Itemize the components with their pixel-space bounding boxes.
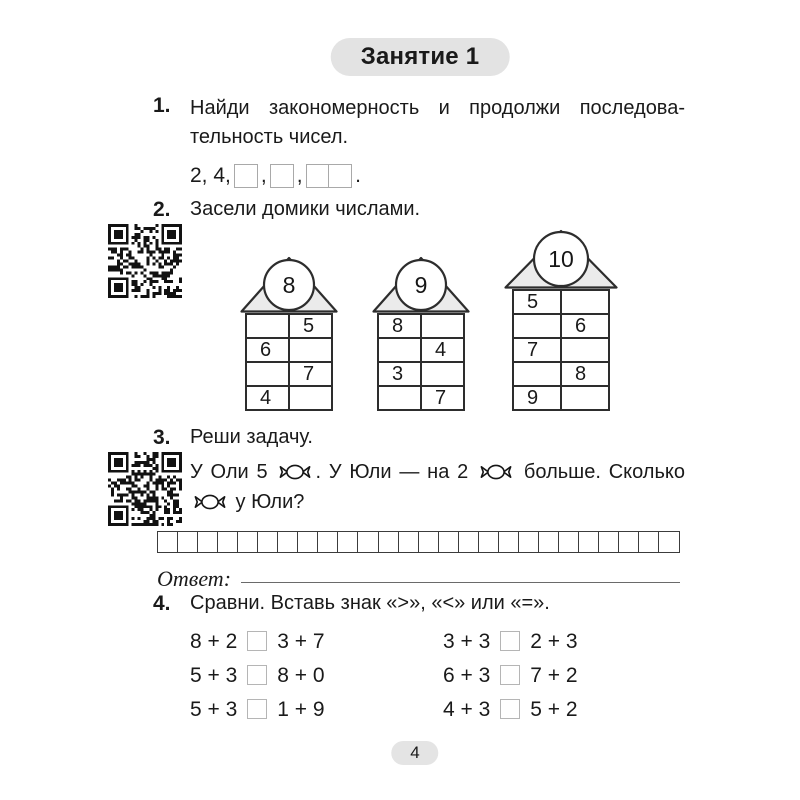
working-grid-cell[interactable]: [438, 531, 460, 553]
expression-left: 6 + 3: [443, 664, 491, 687]
expression-right: 5 + 2: [530, 698, 578, 721]
working-grid-cell[interactable]: [257, 531, 279, 553]
house-cell[interactable]: [289, 338, 332, 362]
house-cell[interactable]: [561, 338, 609, 362]
expression-right: 7 + 2: [530, 664, 578, 687]
qr-code-task3: [108, 452, 182, 526]
task-2-number: 2.: [153, 198, 171, 221]
expression-right: 3 + 7: [277, 630, 325, 653]
house-cell: 6: [246, 338, 289, 362]
problem-text-segment: больше. Сколько: [516, 461, 685, 483]
house-cell: 6: [561, 314, 609, 338]
comparison-column-2: [443, 625, 578, 727]
sequence-answer-box-3-digit-1[interactable]: [306, 164, 330, 188]
working-grid-cell[interactable]: [418, 531, 440, 553]
house-10: [504, 229, 618, 411]
working-grid-cell[interactable]: [277, 531, 299, 553]
working-grid-cell[interactable]: [217, 531, 239, 553]
working-grid-cell[interactable]: [518, 531, 540, 553]
sequence-answer-box-3[interactable]: [306, 164, 353, 188]
comparison-row: [443, 659, 578, 693]
task-1-text-line2: тельность чисел.: [190, 126, 349, 148]
comparison-sign-box[interactable]: [500, 699, 520, 719]
expression-left: 3 + 3: [443, 630, 491, 653]
working-grid-cell[interactable]: [578, 531, 600, 553]
house-roof: [372, 256, 470, 313]
problem-text-segment: . У Юли — на 2: [315, 461, 477, 483]
house-roof: [504, 229, 618, 289]
house-9: [372, 256, 470, 411]
sequence-prefix: 2, 4,: [190, 164, 231, 187]
task-2: [153, 198, 685, 411]
comparison-row: [443, 625, 578, 659]
sequence-separator-2: ,: [296, 164, 303, 187]
house-roof: [240, 256, 338, 313]
sequence-terminator: .: [355, 164, 361, 187]
house-cell[interactable]: [421, 314, 464, 338]
working-grid-cell[interactable]: [658, 531, 680, 553]
task-1-text-line1: Найди закономерность и продолжи последова-: [190, 97, 685, 119]
task-4-number: 4.: [153, 592, 171, 615]
comparison-row: [190, 659, 443, 693]
comparison-sign-box[interactable]: [247, 665, 267, 685]
working-grid-cell[interactable]: [638, 531, 660, 553]
working-grid-cell[interactable]: [237, 531, 259, 553]
working-grid-cell[interactable]: [478, 531, 500, 553]
problem-text-segment: У Оли 5: [190, 461, 276, 483]
working-grid-cell[interactable]: [498, 531, 520, 553]
task-2-title: Засели домики числами.: [190, 198, 421, 220]
problem-text-segment: у Юли?: [230, 491, 305, 513]
house-body: [512, 289, 610, 411]
house-cell: 8: [561, 362, 609, 386]
task-1-text: [190, 94, 685, 152]
expression-right: 2 + 3: [530, 630, 578, 653]
answer-label: Ответ:: [157, 566, 232, 591]
sequence-answer-box-3-digit-2[interactable]: [328, 164, 352, 188]
expression-left: 4 + 3: [443, 698, 491, 721]
house-8: [240, 256, 338, 411]
comparison-row: [190, 625, 443, 659]
task-3-number: 3.: [153, 426, 171, 449]
working-grid-cell[interactable]: [398, 531, 420, 553]
houses-row: [240, 229, 685, 411]
expression-right: 1 + 9: [277, 698, 325, 721]
lesson-badge: Занятие 1: [331, 38, 510, 76]
qr-code-task2: [108, 224, 182, 298]
house-cell: 7: [513, 338, 561, 362]
working-grid-cell[interactable]: [317, 531, 339, 553]
task-1: [153, 94, 685, 188]
house-cell: 5: [289, 314, 332, 338]
house-cell[interactable]: [378, 386, 421, 410]
task-4-title: Сравни. Вставь знак «>», «<» или «=».: [190, 592, 550, 614]
task-3-title: Реши задачу.: [190, 426, 313, 448]
answer-write-line[interactable]: [241, 582, 680, 583]
house-roof-number: 8: [282, 272, 296, 298]
house-cell[interactable]: [289, 386, 332, 410]
house-cell: 4: [246, 386, 289, 410]
problem-text: [190, 457, 685, 517]
house-roof-number: 10: [548, 246, 574, 272]
working-grid-cell[interactable]: [177, 531, 199, 553]
expression-left: 5 + 3: [190, 698, 238, 721]
house-roof-number: 9: [414, 272, 428, 298]
house-body: [377, 313, 465, 411]
working-grid: [157, 531, 680, 553]
sequence-answer-box-2[interactable]: [270, 164, 294, 188]
house-cell[interactable]: [513, 362, 561, 386]
task-3: [153, 426, 685, 592]
problem-text-group: [190, 491, 304, 513]
comparison-row: [443, 693, 578, 727]
number-sequence: [190, 164, 685, 188]
house-cell[interactable]: [561, 386, 609, 410]
working-grid-cell[interactable]: [538, 531, 560, 553]
house-cell[interactable]: [378, 338, 421, 362]
comparison-sign-box[interactable]: [500, 631, 520, 651]
house-cell[interactable]: [246, 362, 289, 386]
house-cell[interactable]: [561, 290, 609, 314]
house-cell[interactable]: [513, 314, 561, 338]
house-cell: 9: [513, 386, 561, 410]
comparison-column-1: [190, 625, 443, 727]
comparisons: [190, 625, 685, 727]
candy-icon: [193, 492, 227, 512]
answer-line: [157, 566, 680, 592]
working-grid-cell[interactable]: [378, 531, 400, 553]
house-cell: 8: [378, 314, 421, 338]
working-grid-cell[interactable]: [157, 531, 179, 553]
house-cell[interactable]: [421, 362, 464, 386]
house-cell[interactable]: [246, 314, 289, 338]
comparison-sign-box[interactable]: [500, 665, 520, 685]
expression-left: 5 + 3: [190, 664, 238, 687]
candy-icon: [479, 462, 513, 482]
working-grid-cell[interactable]: [357, 531, 379, 553]
working-grid-cell[interactable]: [558, 531, 580, 553]
task-4: [153, 592, 685, 727]
house-body: [245, 313, 333, 411]
house-cell: 7: [289, 362, 332, 386]
sequence-separator-1: ,: [260, 164, 267, 187]
expression-right: 8 + 0: [277, 664, 325, 687]
comparison-row: [190, 693, 443, 727]
house-cell: 4: [421, 338, 464, 362]
comparison-sign-box[interactable]: [247, 631, 267, 651]
working-grid-cell[interactable]: [458, 531, 480, 553]
working-grid-cell[interactable]: [618, 531, 640, 553]
working-grid-cell[interactable]: [197, 531, 219, 553]
comparison-sign-box[interactable]: [247, 699, 267, 719]
page-number: 4: [391, 741, 438, 765]
expression-left: 8 + 2: [190, 630, 238, 653]
working-grid-cell[interactable]: [297, 531, 319, 553]
house-cell: 5: [513, 290, 561, 314]
working-grid-cell[interactable]: [598, 531, 620, 553]
house-cell: 7: [421, 386, 464, 410]
sequence-answer-box-1[interactable]: [234, 164, 258, 188]
working-grid-cell[interactable]: [337, 531, 359, 553]
candy-icon: [278, 462, 312, 482]
task-1-number: 1.: [153, 94, 171, 117]
house-cell: 3: [378, 362, 421, 386]
